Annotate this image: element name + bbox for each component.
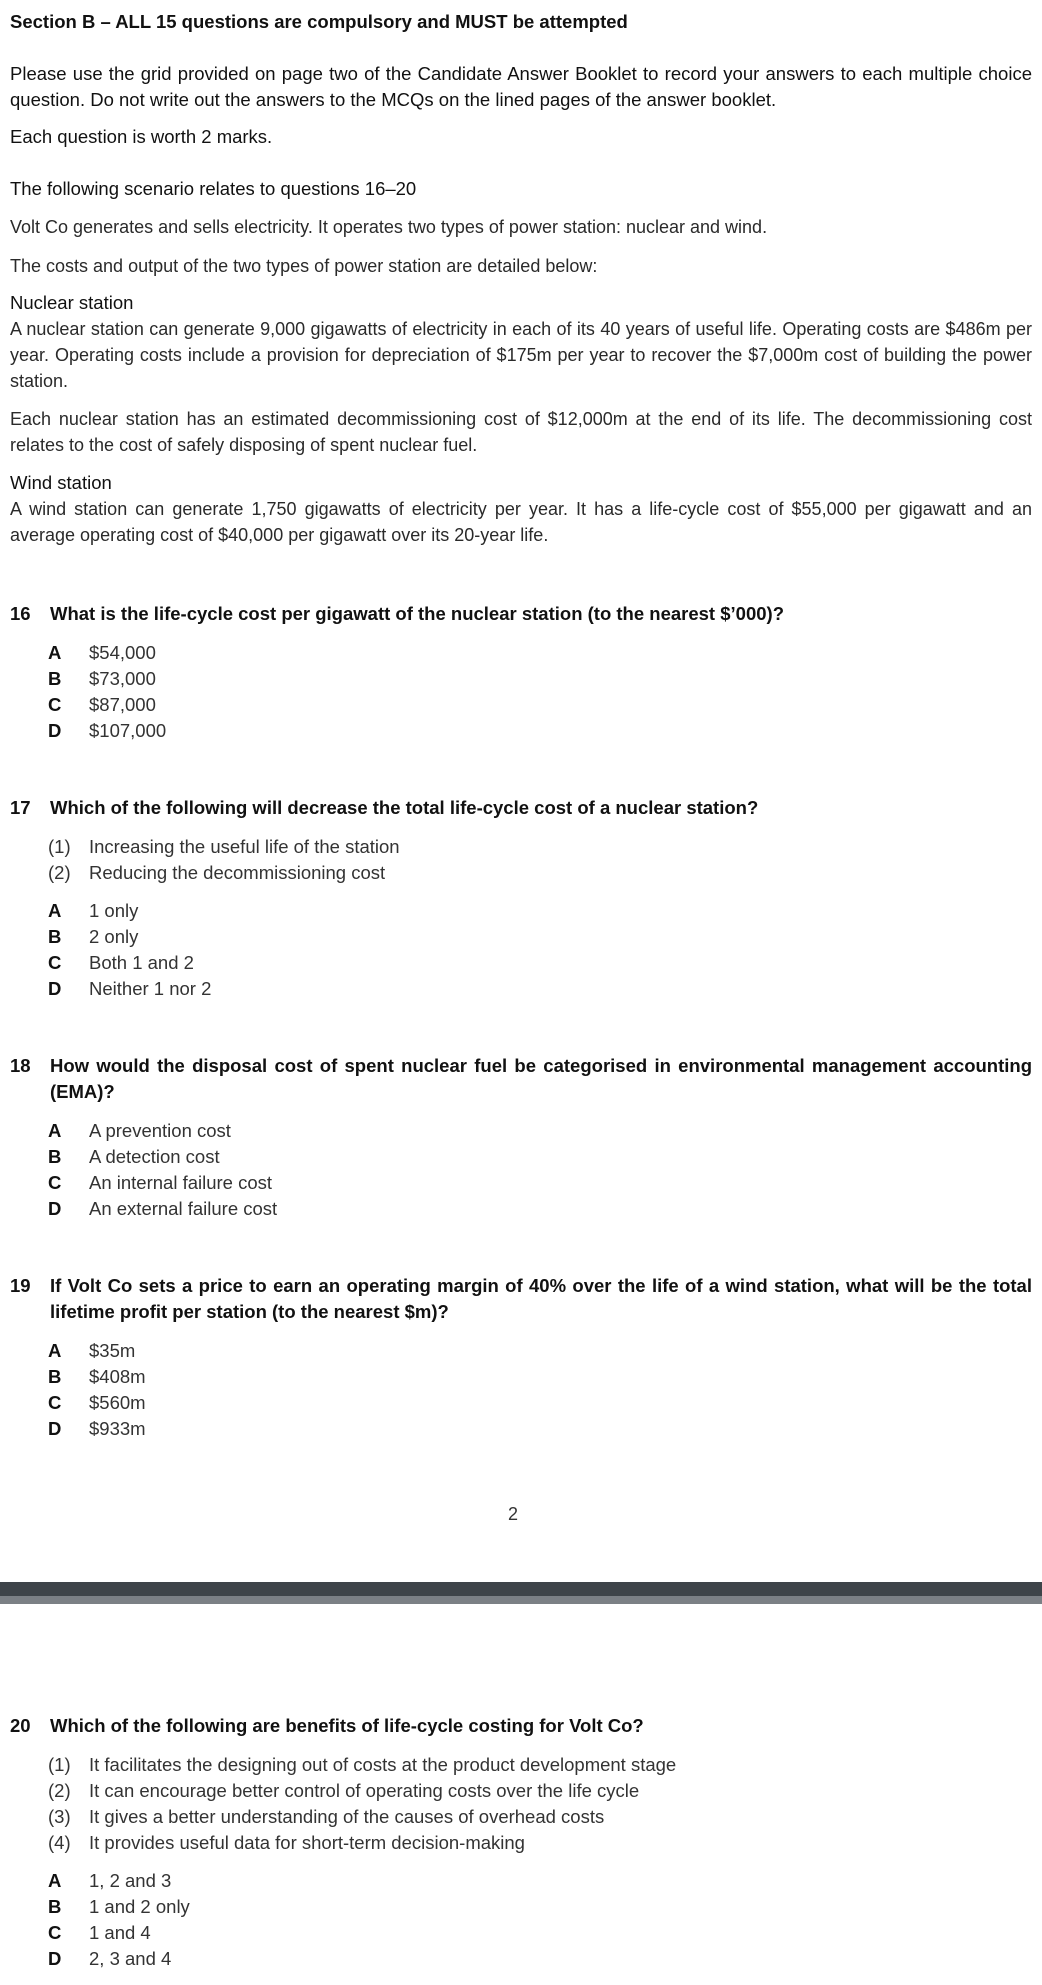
statement-text: It provides useful data for short-term decision-making <box>89 1832 525 1853</box>
answer-option-d[interactable] <box>48 976 211 1002</box>
option-letter: C <box>48 952 62 973</box>
option-letter: A <box>48 1870 62 1891</box>
statement-number: (3) <box>48 1806 71 1827</box>
option-letter: C <box>48 1172 62 1193</box>
answer-option-a[interactable] <box>48 640 166 666</box>
option-text: $933m <box>89 1418 146 1439</box>
answer-option-b[interactable] <box>48 1364 146 1390</box>
answer-option-a[interactable] <box>48 1118 277 1144</box>
answer-option-c[interactable] <box>48 692 166 718</box>
question-text: Which of the following will decrease the total life-cycle cost of a nuclear station? <box>50 797 759 818</box>
instructions-text: Please use the grid provided on page two of the Candidate Answer Booklet to record your answers to each multiple choice question. Do not write out the answers to the MCQs on the lined pages of the answer booklet. <box>10 63 1032 110</box>
option-text: 1 only <box>89 900 139 921</box>
option-text: 2 only <box>89 926 139 947</box>
option-text: 2, 3 and 4 <box>89 1948 172 1969</box>
option-letter: C <box>48 694 62 715</box>
option-text: $35m <box>89 1340 136 1361</box>
nuclear-heading: Nuclear station <box>10 292 134 313</box>
statement-list <box>48 834 400 886</box>
statement-number: (4) <box>48 1832 71 1853</box>
statement-text: It gives a better understanding of the causes of overhead costs <box>89 1806 605 1827</box>
answer-option-b[interactable] <box>48 1894 190 1920</box>
answer-option-a[interactable] <box>48 898 211 924</box>
answer-option-b[interactable] <box>48 1144 277 1170</box>
option-letter: C <box>48 1392 62 1413</box>
option-letter: B <box>48 1146 62 1167</box>
option-text: $107,000 <box>89 720 167 741</box>
answer-option-c[interactable] <box>48 950 211 976</box>
answer-options <box>48 1118 277 1222</box>
marks-text: Each question is worth 2 marks. <box>10 126 273 147</box>
option-letter: D <box>48 1198 62 1219</box>
question-text: What is the life-cycle cost per gigawatt of the nuclear station (to the nearest $’000)? <box>50 603 784 624</box>
statement-item <box>48 834 400 860</box>
option-letter: C <box>48 1922 62 1943</box>
wind-text: A wind station can generate 1,750 gigawatts of electricity per year. It has a life-cycle cost of $55,000 per gigawatt and an average operating cost of $40,000 per gigawatt over its 20-year life. <box>10 499 1032 545</box>
question-number: 17 <box>10 797 31 818</box>
option-letter: B <box>48 1896 62 1917</box>
option-letter: A <box>48 1340 62 1361</box>
answer-option-d[interactable] <box>48 1196 277 1222</box>
statement-number: (2) <box>48 1780 71 1801</box>
question-number: 19 <box>10 1275 31 1296</box>
answer-option-c[interactable] <box>48 1170 277 1196</box>
answer-options <box>48 640 166 744</box>
answer-option-d[interactable] <box>48 1946 190 1972</box>
scenario-para-1: Volt Co generates and sells electricity. It operates two types of power station: nuclear and wind. <box>10 217 768 237</box>
option-text: Both 1 and 2 <box>89 952 194 973</box>
statement-list <box>48 1752 676 1856</box>
option-text: $87,000 <box>89 694 156 715</box>
statement-text: It facilitates the designing out of costs at the product development stage <box>89 1754 677 1775</box>
option-text: An external failure cost <box>89 1198 278 1219</box>
statement-text: Reducing the decommissioning cost <box>89 862 386 883</box>
statement-number: (2) <box>48 862 71 883</box>
option-text: 1 and 2 only <box>89 1896 190 1917</box>
statement-item <box>48 1804 676 1830</box>
question-text: How would the disposal cost of spent nuclear fuel be categorised in environmental management accounting (EMA)? <box>50 1055 1032 1102</box>
option-text: 1 and 4 <box>89 1922 151 1943</box>
option-letter: D <box>48 720 62 741</box>
answer-option-c[interactable] <box>48 1920 190 1946</box>
statement-item <box>48 1830 676 1856</box>
answer-option-a[interactable] <box>48 1868 190 1894</box>
option-letter: B <box>48 1366 62 1387</box>
option-text: An internal failure cost <box>89 1172 273 1193</box>
option-text: A detection cost <box>89 1146 220 1167</box>
statement-number: (1) <box>48 1754 71 1775</box>
question-text: Which of the following are benefits of life-cycle costing for Volt Co? <box>50 1715 644 1736</box>
option-text: $54,000 <box>89 642 156 663</box>
page-number: 2 <box>508 1504 519 1524</box>
question-number: 16 <box>10 603 31 624</box>
statement-text: It can encourage better control of operating costs over the life cycle <box>89 1780 640 1801</box>
question-text: If Volt Co sets a price to earn an operating margin of 40% over the life of a wind station, what will be the total lifetime profit per station (to the nearest $m)? <box>50 1275 1032 1322</box>
statement-item <box>48 1778 676 1804</box>
question-number: 18 <box>10 1055 31 1076</box>
nuclear-text-2: Each nuclear station has an estimated decommissioning cost of $12,000m at the end of its life. The decommissioning cost relates to the cost of safely disposing of spent nuclear fuel. <box>10 409 1032 455</box>
option-letter: A <box>48 1120 62 1141</box>
question-number: 20 <box>10 1715 31 1736</box>
answer-options <box>48 1868 190 1972</box>
statement-text: Increasing the useful life of the station <box>89 836 400 857</box>
answer-option-c[interactable] <box>48 1390 146 1416</box>
scenario-intro: The following scenario relates to questions 16–20 <box>10 178 417 199</box>
answer-option-a[interactable] <box>48 1338 146 1364</box>
option-letter: D <box>48 1948 62 1969</box>
option-text: $73,000 <box>89 668 156 689</box>
option-text: A prevention cost <box>89 1120 231 1141</box>
option-letter: B <box>48 668 62 689</box>
scenario-para-2: The costs and output of the two types of power station are detailed below: <box>10 256 598 276</box>
option-letter: A <box>48 642 62 663</box>
option-text: $408m <box>89 1366 146 1387</box>
option-letter: A <box>48 900 62 921</box>
option-text: $560m <box>89 1392 146 1413</box>
nuclear-text-1: A nuclear station can generate 9,000 gigawatts of electricity in each of its 40 years of useful life. Operating costs are $486m per year. Operating costs include a provision for depreciation of $175m per year to recover the $7,000m cost of building the power station. <box>10 319 1032 391</box>
option-letter: D <box>48 978 62 999</box>
answer-option-b[interactable] <box>48 666 166 692</box>
statement-item <box>48 1752 676 1778</box>
statement-item <box>48 860 400 886</box>
answer-options <box>48 1338 146 1442</box>
option-text: 1, 2 and 3 <box>89 1870 172 1891</box>
page-divider <box>0 1582 1042 1604</box>
answer-option-b[interactable] <box>48 924 211 950</box>
statement-number: (1) <box>48 836 71 857</box>
answer-option-d[interactable] <box>48 1416 146 1442</box>
answer-option-d[interactable] <box>48 718 166 744</box>
option-letter: D <box>48 1418 62 1439</box>
option-text: Neither 1 nor 2 <box>89 978 212 999</box>
option-letter: B <box>48 926 62 947</box>
wind-heading: Wind station <box>10 472 112 493</box>
answer-options <box>48 898 211 1002</box>
exam-page-2 <box>0 1604 1042 1985</box>
section-heading: Section B – ALL 15 questions are compulsory and MUST be attempted <box>10 11 628 32</box>
